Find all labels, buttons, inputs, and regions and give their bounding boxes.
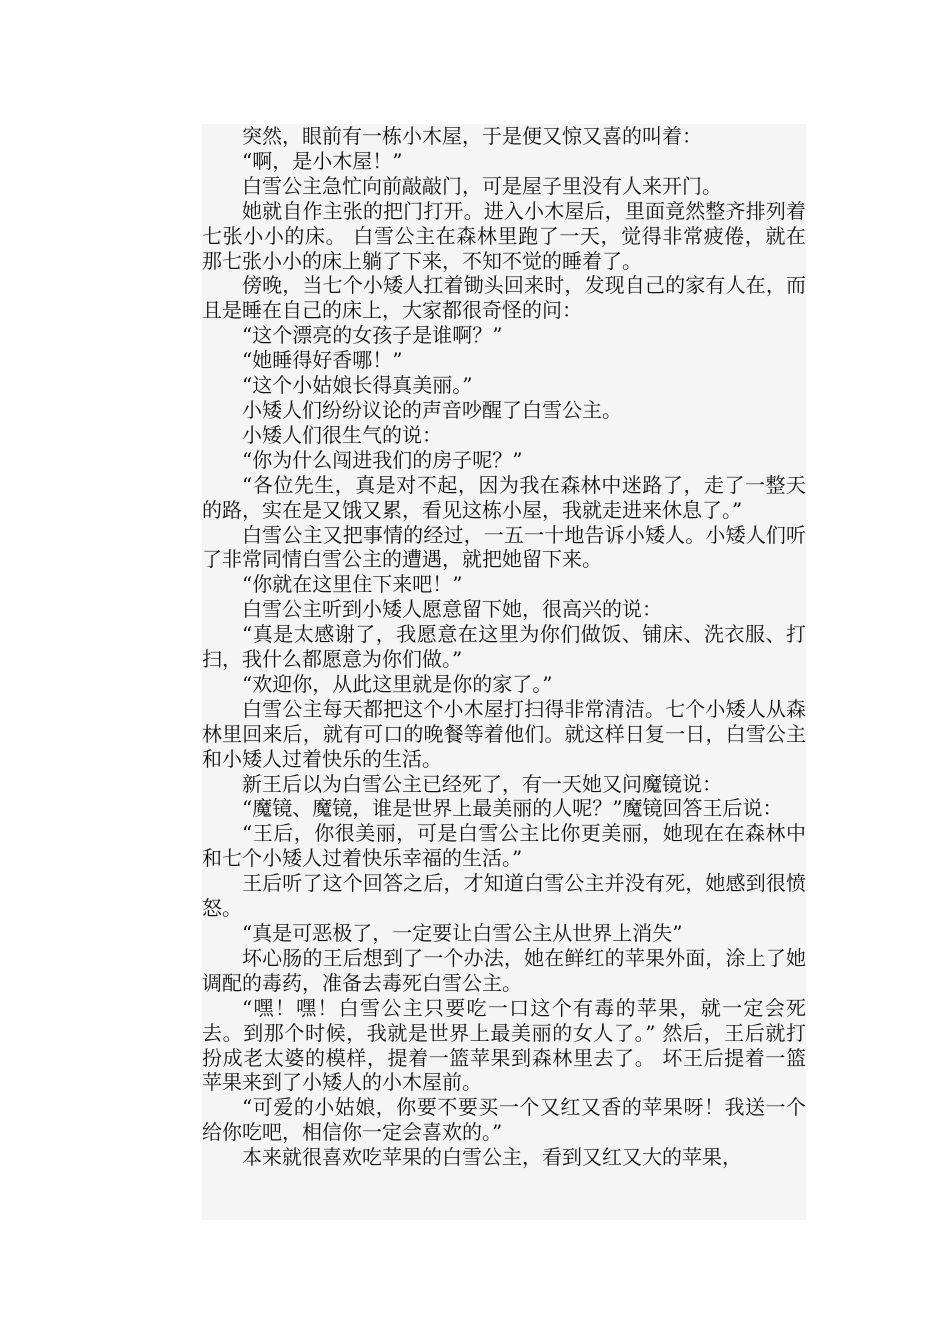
paragraph: “你就在这里住下来吧！” [242,572,463,597]
paragraph: “魔镜、魔镜，谁是世界上最美丽的人呢？”魔镜回答王后说： [242,796,783,821]
paragraph: 白雪公主每天都把这个小木屋打扫得非常清洁。七个小矮人从森林里回来后，就有可口的晚餐等着他们。就这样日复一日，白雪公主和小矮人过着快乐的生活。 [202,696,806,771]
paragraph: 傍晚，当七个小矮人扛着锄头回来时，发现自己的家有人在，而且是睡在自己的床上，大家都很奇怪的问： [202,273,806,323]
paragraph: “王后，你很美丽，可是白雪公主比你更美丽，她现在在森林中和七个小矮人过着快乐幸福的生活。” [202,821,806,871]
paragraph: 小矮人们很生气的说： [242,422,442,447]
paragraph: 白雪公主急忙向前敲敲门，可是屋子里没有人来开门。 [242,173,722,198]
paragraph: 本来就很喜欢吃苹果的白雪公主，看到又红又大的苹果， [242,1145,742,1170]
paragraph: “这个小姑娘长得真美丽。” [242,373,473,398]
paragraph: 坏心肠的王后想到了一个办法，她在鲜红的苹果外面，涂上了她调配的毒药，准备去毒死白雪公主。 [202,945,806,995]
paragraph: “啊，是小木屋！” [242,148,403,173]
paragraph: “她睡得好香哪！” [242,348,403,373]
paragraph: 白雪公主听到小矮人愿意留下她，很高兴的说： [242,597,662,622]
paragraph: “各位先生，真是对不起，因为我在森林中迷路了，走了一整天的路，实在是又饿又累，看见这栋小屋，我就走进来休息了。” [202,472,806,522]
story-text-block [202,124,806,1220]
paragraph: “真是太感谢了，我愿意在这里为你们做饭、铺床、洗衣服、打扫，我什么都愿意为你们做。” [202,622,806,672]
paragraph: 突然，眼前有一栋小木屋，于是便又惊又喜的叫着： [242,124,702,148]
paragraph: 小矮人们纷纷议论的声音吵醒了白雪公主。 [242,397,622,422]
paragraph: 王后听了这个回答之后，才知道白雪公主并没有死，她感到很愤怒。 [202,871,806,921]
paragraph: “嘿！嘿！白雪公主只要吃一口这个有毒的苹果，就一定会死去。到那个时候，我就是世界上最美丽的女人了。” 然后，王后就打扮成老太婆的模样，提着一篮苹果到森林里去了。 坏王后提着一篮苹果来到了小矮人的小木屋前。 [202,995,806,1095]
paragraph: 白雪公主又把事情的经过，一五一十地告诉小矮人。小矮人们听了非常同情白雪公主的遭遇，就把她留下来。 [202,522,806,572]
paragraph: “这个漂亮的女孩子是谁啊？” [242,323,503,348]
paragraph: “你为什么闯进我们的房子呢？” [242,447,523,472]
paragraph: “欢迎你，从此这里就是你的家了。” [242,671,553,696]
paragraph: 她就自作主张的把门打开。进入小木屋后，里面竟然整齐排列着七张小小的床。 白雪公主在森林里跑了一天，觉得非常疲倦，就在那七张小小的床上躺了下来，不知不觉的睡着了。 [202,198,806,273]
paragraph: “真是可恶极了，一定要让白雪公主从世界上消失” [242,921,683,945]
paragraph: “可爱的小姑娘，你要不要买一个又红又香的苹果呀！我送一个给你吃吧，相信你一定会喜欢的。” [202,1095,806,1145]
paragraph: 新王后以为白雪公主已经死了，有一天她又问魔镜说： [242,771,722,796]
